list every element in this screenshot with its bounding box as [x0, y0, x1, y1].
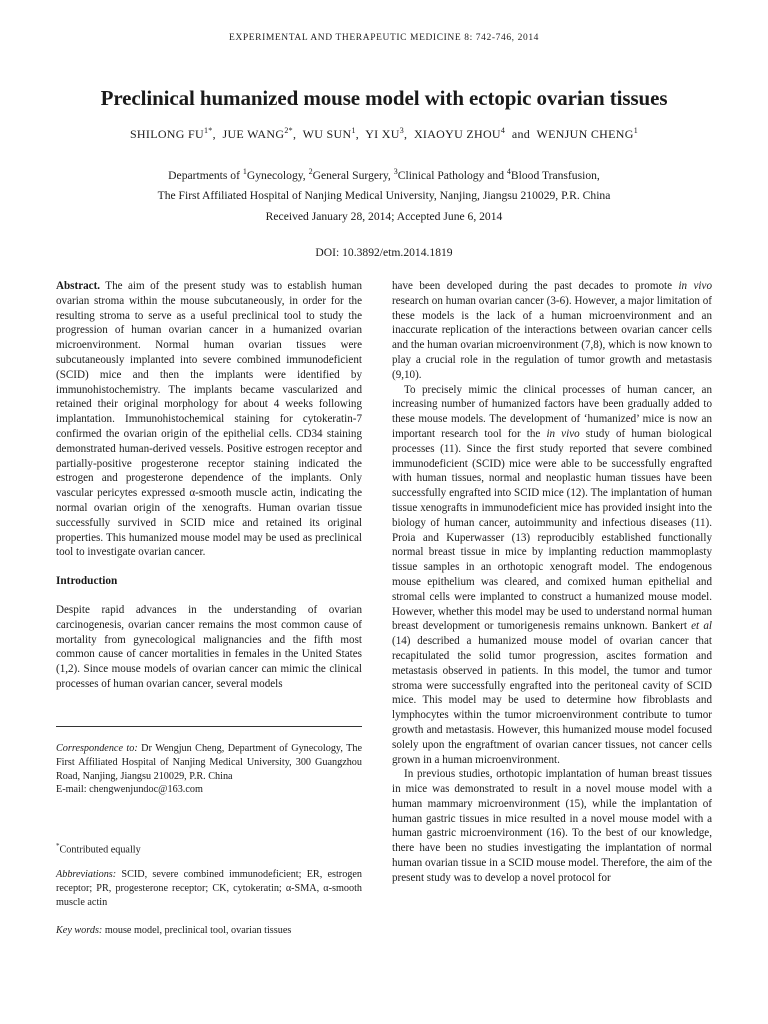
contribution-text: Contributed equally — [59, 844, 141, 856]
author-name: WU SUN — [302, 127, 352, 141]
intro-paragraph: Despite rapid advances in the understanding of ovarian carcinogenesis, ovarian cancer remains the most common cause of mortality from gynecological malignancies and the fifth most common cause of cancer mortalities in females in the United States (1,2). Since mouse models of ovarian cancer can mimic the clinical processes of human ovarian cancer, several models — [56, 603, 362, 690]
affiliations — [0, 162, 768, 206]
body-italic: in vivo — [678, 280, 712, 292]
keywords-text: mouse model, preclinical tool, ovarian tissues — [102, 925, 292, 936]
correspondence-note — [56, 742, 362, 797]
article-title: Preclinical humanized mouse model with ectopic ovarian tissues — [100, 86, 668, 110]
received-dates: Received January 28, 2014; Accepted June 6, 2014 — [265, 210, 503, 223]
section-heading-introduction: Introduction — [56, 575, 118, 588]
doi: DOI: 10.3892/etm.2014.1819 — [315, 246, 453, 259]
affil-mark: 2 — [308, 167, 313, 176]
contribution-mark: * — [56, 842, 60, 850]
keywords-label: Key words: — [56, 925, 103, 936]
author-affil-mark: 4 — [500, 126, 506, 135]
dept-name: General Surgery, — [312, 168, 394, 182]
body-paragraph: In previous studies, orthotopic implantation of human breast tissues in mice was demonstrated to result in a novel mouse model with a human mammary microenvironment (15), while the implantation of human gastric tissues in mice resulted in a novel mouse model with a human gastric microenvironment (16). To the best of our knowledge, there have been no studies investigating the implantation of normal human ovarian tissue in a SCID mouse model. Therefore, the aim of the present study was to develop a novel protocol for — [392, 768, 712, 884]
abbreviations-note — [56, 868, 362, 909]
body-text: To precisely mimic the clinical processes of human cancer, an increasing number of humanized factors have been gradually added to these mouse models. The development of ‘humanized’ mice is now an important research tool for the — [392, 383, 712, 440]
keywords-note — [56, 924, 362, 938]
running-head: EXPERIMENTAL AND THERAPEUTIC MEDICINE 8: 742-746, 2014 — [228, 33, 540, 43]
abstract-text: The aim of the present study was to establish human ovarian stroma within the mouse subcutaneously, in order for the resulting stroma to serve as a useful preclinical tool to study the progression of human ovarian cancer in a humanized ovarian microenvironment. Normal human ovarian tissues were subcutaneously implanted into severe combined immunodeficient (SCID) mice and then the implants were identified by immunohistochemistry. The implants became vascularized and retained their original morphology for about 4 weeks following implantation. Immunohistochemical staining for cytokeratin-7 confirmed the ovarian origin of the epithelial cells. CD34 staining demonstrated human-derived vessels. Positive estrogen receptor and partially-positive progesterone receptor staining indicated the estrogen and progesterone dependence of the implants. Only vascular pericytes expressed α-smooth muscle actin, indicating the normal ovarian origin of the xenografts. Human ovarian tissue successfully survived in SCID mice and retained its original properties. This humanized mouse model may be used as preclinical tool to investigate ovarian cancer. — [56, 280, 362, 559]
author-name: JUE WANG — [222, 127, 285, 141]
abstract-label: Abstract. — [56, 280, 101, 292]
author-name: YI XU — [365, 127, 400, 141]
affil-mark: 3 — [393, 167, 398, 176]
author-affil-mark: 1* — [203, 126, 213, 135]
body-italic: in vivo — [546, 427, 580, 440]
abstract — [56, 279, 362, 560]
author-affil-mark: 2* — [284, 126, 293, 135]
author-affil-mark: 3 — [399, 126, 405, 135]
affil-mark: 4 — [506, 167, 511, 176]
author-affil-mark: 1 — [351, 126, 356, 135]
body-italic: et al — [691, 620, 712, 633]
body-paragraph — [392, 383, 712, 768]
body-text: study of human biological processes (11). Since the first study reported that severe combined immunodeficient (SCID) mice were able to be successfully engrafted with human tissues, normal and neoplastic human tissues have been successfully engrafted into SCID mice (12). The implantation of human tissue xenografts in immunodeficient mice has provided insight into the biology of human cancer, autoimmunity and infectious diseases (11). Proia and Kuperwasser (13) reproducibly established functionally normal breast tissue in mice by implanting reduction mammoplasty tissue samples in an orthotopic xenograft model. The endogenous mouse epithelium was cleared, and comixed human epithelial and stromal cells were implanted to construct a humanized mouse model. However, whether this model may be used to understand normal human breast development or tumorigenesis remains unknown. Bankert — [392, 427, 712, 633]
body-text: research on human ovarian cancer (3-6). However, a major limitation of these models is the lack of a human microenvironment and an inaccurate replication of the interactions between ovarian cancer cells and the human ovarian microenvironment (7,8), which is now known to play a crucial role in the regulation of tumor growth and metastasis (9,10). — [392, 294, 712, 381]
correspondence-text: Dr Wengjun Cheng, Department of Gynecology, The First Affiliated Hospital of Nanjing Medical University, 300 Guangzhou Road, Nanjing, Jiangsu 210029, P.R. China — [56, 743, 362, 782]
author-name: WENJUN CHENG — [536, 127, 634, 141]
author-name: XIAOYU ZHOU — [413, 127, 501, 141]
correspondence-label: Correspondence to: — [56, 743, 138, 754]
contribution-note — [56, 840, 362, 857]
affiliation-line-1 — [0, 162, 768, 186]
author-affil-mark: 1 — [633, 126, 639, 135]
correspondence-email: E-mail: chengwenjundoc@163.com — [56, 784, 203, 796]
left-column — [56, 279, 362, 692]
body-text: (14) described a humanized mouse model of ovarian cancer that recapitulated the solid tumor progression, ascites formation and metastasis observed in patients. In this model, the tumor and tumor stroma were successfully engrafted into the peritoneal cavity of SCID mice. This model may be used to determine how fibroblasts and lymphocytes within the tumor microenvironment contribute to tumor growth and metastasis. However, this humanized mouse model focused solely upon the engraftment of ovarian cancer tissues, not cancer cells grown in a human microenvironment. — [392, 635, 712, 766]
body-paragraph — [392, 279, 712, 383]
affil-mark: 1 — [242, 167, 247, 176]
right-column — [392, 279, 712, 886]
abbreviations-text: SCID, severe combined immunodeficient; ER, estrogen receptor; PR, progesterone receptor; CK, cytokeratin; α-SMA, α-smooth muscle actin — [56, 869, 362, 908]
dept-prefix: Departments of — [168, 168, 243, 182]
footnote-rule — [56, 726, 362, 727]
dept-name: Gynecology, — [246, 168, 309, 182]
affiliation-line-2: The First Affiliated Hospital of Nanjing Medical University, Nanjing, Jiangsu 210029, P.R. China — [157, 188, 611, 202]
author-name: SHILONG FU — [129, 127, 204, 141]
dept-name: Blood Transfusion, — [510, 168, 600, 182]
author-and: and — [511, 127, 531, 141]
body-text: have been developed during the past decades to promote — [392, 280, 679, 292]
abbreviations-label: Abbreviations: — [56, 869, 117, 880]
author-list: SHILONG $FU^{1*}$, JUE $WANG^{2*}$, WU SUN$^1$, YI $XU^3$, XIAOYU ZHOU$^4$ and WENJUN CHENG$^1$ — [129, 126, 639, 141]
dept-name: Clinical Pathology and — [397, 168, 507, 182]
